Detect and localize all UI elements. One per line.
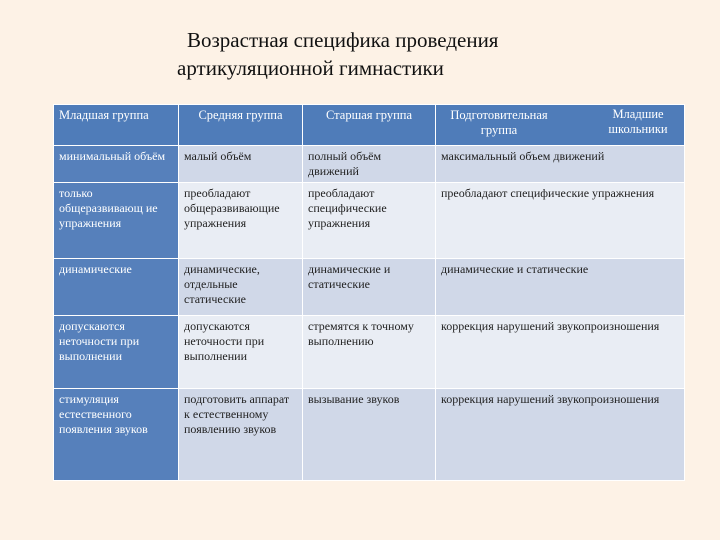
table-row — [54, 316, 685, 389]
table-cell: малый объём — [179, 146, 303, 183]
table-cell: минимальный объём — [54, 146, 179, 183]
table-cell: стимуляция естественного появления звуков — [54, 389, 179, 481]
table-cell: преобладают общеразвивающие упражнения — [179, 183, 303, 259]
age-specifics-table — [53, 104, 685, 481]
table-row — [54, 183, 685, 259]
table-cell: преобладают специфические упражнения — [436, 183, 685, 259]
table-cell: максимальный объем движений — [436, 146, 685, 183]
table-cell: динамические — [54, 259, 179, 316]
table-cell: коррекция нарушений звукопроизношения — [436, 316, 685, 389]
table-row — [54, 146, 685, 183]
table-cell: динамические, отдельные статические — [179, 259, 303, 316]
table-cell: вызывание звуков — [303, 389, 436, 481]
table-cell: динамические и статические — [303, 259, 436, 316]
header-cell: Средняя группа — [179, 105, 303, 146]
table-row — [54, 389, 685, 481]
header-cell: Младшая группа — [54, 105, 179, 146]
title-line-2: артикуляционной гимнастики — [177, 56, 444, 80]
header-cell: Старшая группа — [303, 105, 436, 146]
table-cell: только общеразвивающ ие упражнения — [54, 183, 179, 259]
table-cell: допускаются неточности при выполнении — [179, 316, 303, 389]
table-cell: динамические и статические — [436, 259, 685, 316]
table-row — [54, 259, 685, 316]
table-cell: полный объём движений — [303, 146, 436, 183]
table-cell: подготовить аппарат к естественному появлению звуков — [179, 389, 303, 481]
table-cell: допускаются неточности при выполнении — [54, 316, 179, 389]
table-header-row — [54, 105, 685, 146]
header-cell: Младшие школьники — [608, 107, 668, 136]
table-cell: стремятся к точному выполнению — [303, 316, 436, 389]
header-cell: Подготовительная группа — [450, 108, 548, 137]
table-cell: преобладают специфические упражнения — [303, 183, 436, 259]
table-cell: коррекция нарушений звукопроизношения — [436, 389, 685, 481]
title-line-1: Возрастная специфика проведения — [187, 28, 499, 52]
header-cell-combined — [436, 105, 685, 146]
